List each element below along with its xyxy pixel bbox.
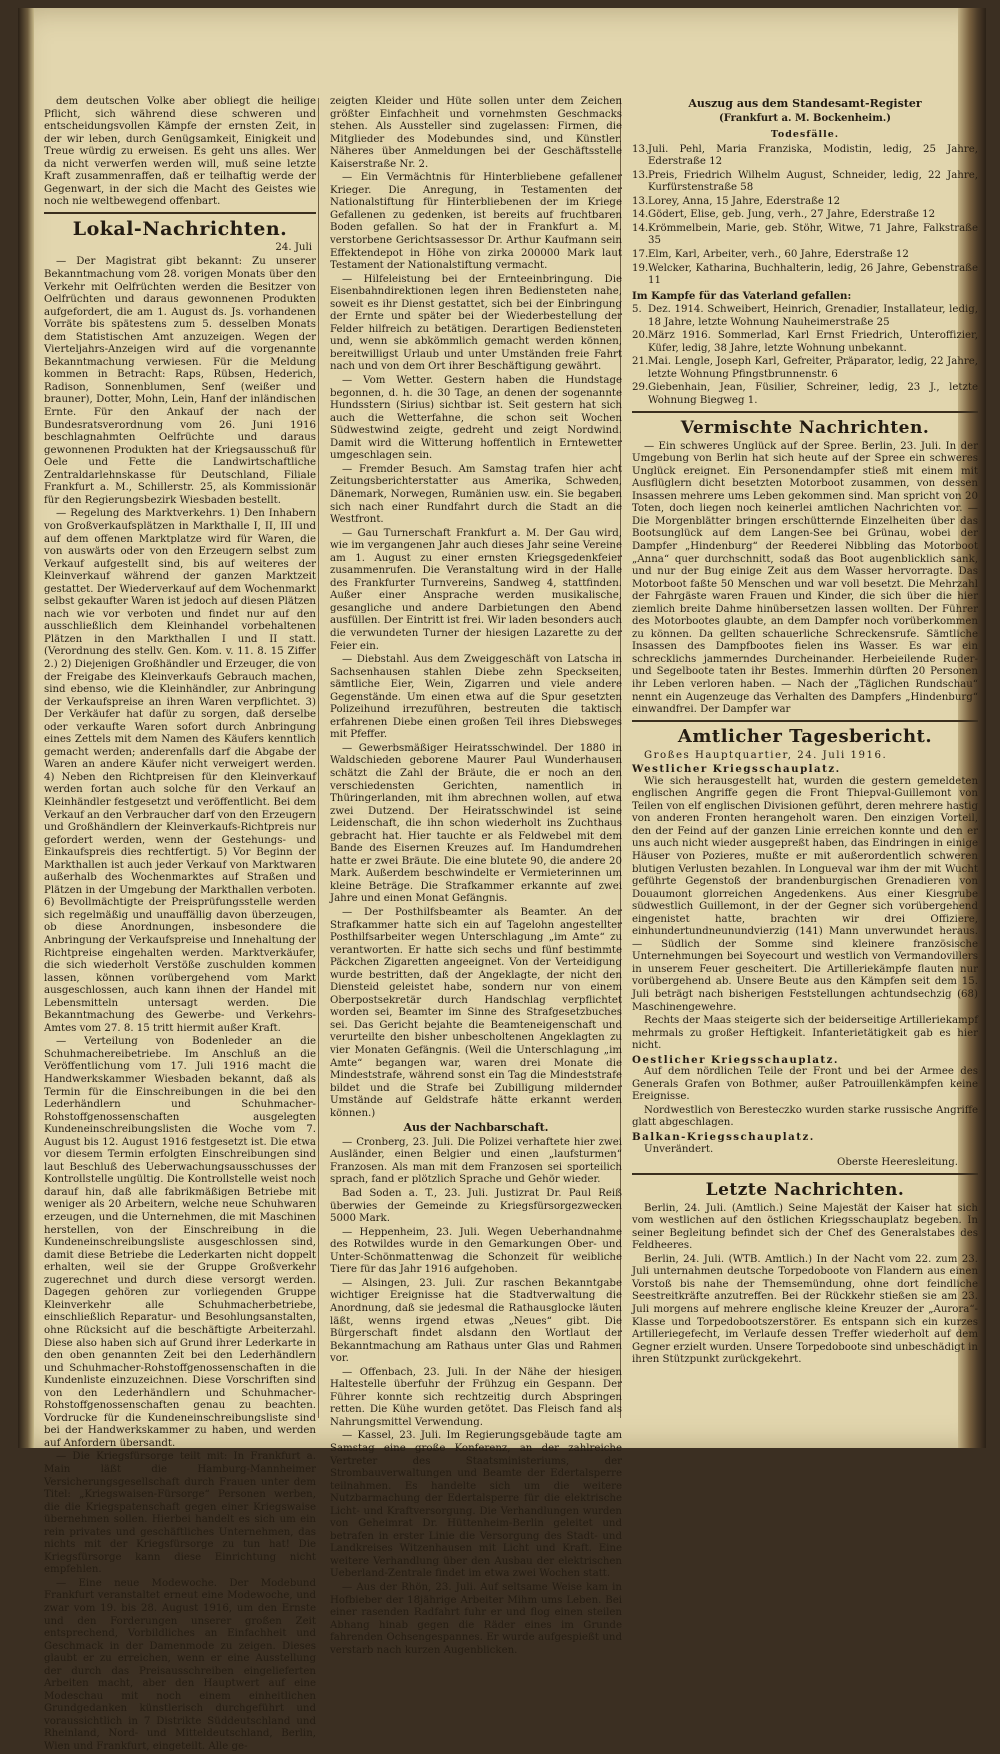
lokal-date: 24. Juli xyxy=(275,241,312,253)
divider xyxy=(632,411,978,413)
article-paragraph: — Alsingen, 23. Juli. Zur raschen Bekanntgabe wichtiger Ereignisse hat die Stadtverwaltung die Anordnung, daß sie jedesmal die Rathausglocke läuten läßt, wenns irgend etwas „Neues“ gibt. Die Bürgerschaft findet alsdann den Wortlaut der Bekanntmachung am Rathaus unter Glas und Rahmen vor. xyxy=(330,1277,622,1365)
westlicher-heading: Westlicher Kriegsschauplatz. xyxy=(632,763,841,776)
article-paragraph: Berlin, 24. Juli. (Amtlich.) Seine Majestät der Kaiser hat sich vom westlichen auf den östlichen Kriegsschauplatz begeben. In seiner Begleitung befindet sich der Chef des Generalstabes des Feldheeres. xyxy=(632,1202,978,1252)
book-binding xyxy=(18,8,34,1448)
article-paragraph: — Verteilung von Bodenleder an die Schuhmachereibetriebe. Im Anschluß an die Veröffentlichung vom 17. Juli 1916 macht die Handwerkskammer Wiesbaden bekannt, daß als Termin für die Einschreibungen in die bei den Lederhändlern und Schuhmacher-Rohstoffgenossenschaften ausgelegten Kundeneinschreibungslisten die Woche vom 7. August bis 12. August 1916 festgesetzt ist. Die etwa vor diesem Termin erfolgten Einschreibungen sind laut Beschluß des Ueberwachungsausschusses der Kontrollstelle ungültig. Die Kontrollstelle weist noch darauf hin, daß alle fabrikmäßigen Betriebe mit weniger als 20 Arbeitern, welche neue Schuhwaren erzeugen, und die Unternehmen, die mit Maschinen herstellen, von der Einschreibung in die Kundeneinschreibungsliste ausgeschlossen sind, damit diese Betriebe die Lederkarten nicht doppelt erhalten, weil sie der Gruppe Großverkehr zugerechnet und durch diese versorgt werden. Dagegen gehören zur vorliegenden Gruppe Kleinverkehr alle Schuhmacherbetriebe, einschließlich Reparatur- und Besohlungsanstalten, ohne Rücksicht auf die beschäftigte Arbeiterzahl. Diese also haben sich auf Grund ihrer Lederkarte in den oben genannten Zeit bei den Lederhändlern und Schuhmacher-Rohstoffgenossenschaften in die Kundenliste einzuzeichnen. Diese Vorschriften sind von den Lederhändlern und Schuhmacher-Rohstoffgenossenschaften genau zu beachten. Vordrucke für die Kundeneinschreibungsliste sind bei der Handwerkskammer zu haben, und werden auf Anfordern übersandt. xyxy=(44,1036,316,1449)
list-item: 13. Preis, Friedrich Wilhelm August, Schneider, ledig, 22 Jahre, Kurfürstenstraße 58 xyxy=(632,169,978,194)
divider xyxy=(632,1173,978,1175)
article-paragraph: — Eine neue Modewoche. Der Modebund Frankfurt veranstaltet erneut eine Modewoche, und zwar vom 19. bis 28. August 1916, um den Ernste und den Forderungen unserer großen Zeit entsprechend, Vorbildliches an Einfachheit und Geschmack in der Damenmode zu zeigen. Dieses glaubt er zu erreichen, wenn er eine Ausstellung der durch das Preisausschreiben eingelieferten Arbeiten macht, aber den Hauptwert auf eine Modeschau mit noch einem einheitlichen Grundgedanken künstlerisch durchgeführt und voraussichtlich in 7 Distrikte Süddeutschland und Rheinland, Nord- und Mitteldeutschland, Berlin, Wien und Frankfurt, eingeteilt. Alle ge- xyxy=(44,1577,316,1752)
list-item: 20. März 1916. Sommerlad, Karl Ernst Friedrich, Unteroffizier, Küfer, ledig, 38 Jahre, letzte Wohnung unbekannt. xyxy=(632,330,978,354)
oestlicher-heading: Oestlicher Kriegsschauplatz. xyxy=(632,1053,839,1066)
article-paragraph: — Der Magistrat gibt bekannt: Zu unserer Bekanntmachung vom 28. vorigen Monats über den Verkehr mit Oelfrüchten werden die Besitzer von Oelfrüchten und daraus gewonnenen Produkten aufgefordert, die am 1. August ds. Js. vorhandenen Vorräte bis spätestens zum 5. desselben Monats dem Statistischen Amt anzuzeigen. Wegen der Vierteljahrs-Anzeigen wird auf die vorgenannte Bekanntmachung verwiesen. Für die Meldung kommen in Betracht: Raps, Rübsen, Hederich, Radison, Sonnenblumen, Senf (weißer und brauner), Dotter, Mohn, Lein, Hanf der inländischen Ernte. Für den Ankauf der nach der Bundesratsverordnung vom 26. Juni 1916 beschlagnahmten Oelfrüchte und daraus gewonnenen Produkten hat der Kriegsausschuß für Oele und Fette die Landwirtschaftliche Zentraldarlehnskasse für Deutschland, Filiale Frankfurt a. M., Schillerstr. 25, als Kommissionär für den Regierungsbezirk Wiesbaden bestellt. xyxy=(44,256,316,506)
list-item: 17. Elm, Karl, Arbeiter, verh., 60 Jahre, Ederstraße 12 xyxy=(632,249,909,261)
article-paragraph: Nordwestlich von Beresteczko wurden starke russische Angriffe glatt abgeschlagen. xyxy=(632,1104,978,1129)
vermischte-heading: Vermischte Nachrichten. xyxy=(680,417,930,438)
article-paragraph: — Aus der Rhön, 23. Juli. Auf seltsame Weise kam in Hofbieber der 18jährige Arbeiter Mihm ums Leben. Bei einer rasenden Radfahrt fuhr er und flog einen steilen Abhang hinab gegen die Räder eines im Grunde fahrenden Ochsengespannes. Er wurde aufgespießt und verstarb nach kurzen Augenblicken. xyxy=(330,1581,622,1656)
article-paragraph: — Gewerbsmäßiger Heiratsschwindel. Der 1880 in Waldschieden geborene Maurer Paul Wunderhausen schätzt die Zahl der Bräute, die er noch an den verschiedensten Gerichten, namentlich in Thüringerlanden, mit ihm abrechnen wollen, auf etwa zwei Dutzend. Der Heiratsschwindel ist seine Leidenschaft, die ihn schon wiederholt ins Zuchthaus gebracht hat. Hier tauchte er als Feldwebel mit dem Bande des Eisernen Kreuzes auf. Im Handumdrehen hatte er zwei Bräute. Die eine blutete 90, die andere 20 Mark. Außerdem beschwindelte er Vermieterinnen um kleine Beträge. Die Strafkammer erkannte auf zwei Jahre und einen Monat Gefängnis. xyxy=(330,742,622,905)
article-paragraph: Rechts der Maas steigerte sich der beiderseitige Artilleriekampf mehrmals zu großer Heftigkeit. Infanterietätigkeit gab es hier nicht. xyxy=(632,1015,978,1052)
article-paragraph: — Ein schweres Unglück auf der Spree. Berlin, 23. Juli. In der Umgebung von Berlin hat sich heute auf der Spree ein schweres Unglück ereignet. Ein Personendampfer stieß mit einem mit Ausflüglern dicht besetzten Motorboot zusammen, von dessen Insassen mehrere ums Leben gekommen sind. Man spricht von 20 Toten, doch liegen noch keinerlei amtlichen Nachrichten vor. — Die Morgenblätter bringen erschütternde Einzelheiten über das Bootsunglück auf dem Langen-See bei Grünau, wobei der Dampfer „Hindenburg“ der Reederei Nibbling das Motorboot „Anna“ quer durchschnitt, sodaß das Boot augenblicklich sank, und nur der Bug einige Zeit aus dem Wasser hervorragte. Das Motorboot faßte 50 Menschen und war voll besetzt. Die Mehrzahl der Fahrgäste waren Frauen und Kinder, die sich über die hier ziemlich breite Dahme hinübersetzen lassen wollten. Der Führer des Motorbootes glaubte, an dem Dampfer noch vorüberkommen zu können. Da gellten schauerliche Schreckensrufe. Sämtliche Insassen des Dampfbootes fielen ins Wasser. Es war ein schrecklichs jammerndes Durcheinander. Herbeieilende Ruder- und Segelboote taten ihr Bestes. Immerhin dürften 20 Personen ihr Leben verloren haben. — Nach der „Täglichen Rundschau“ nennt ein Augenzeuge das Verhalten des Dampfers „Hindenburg“ einwandfrei. Der Dampfer war xyxy=(632,440,978,716)
article-paragraph: — Regelung des Marktverkehrs. 1) Den Inhabern von Großverkaufsplätzen in Markthalle I, II, III und auf dem offenen Marktplatze wird für Waren, die von auswärts oder von den Erzeugern selbst zum Verkauf aufgestellt sind, bis auf weiteres der Kleinverkauf während der ganzen Marktzeit gestattet. Der Wiederverkauf auf dem Wochenmarkt selbst gekaufter Waren ist jedoch auf diesen Plätzen nach wie vor verboten und findet nur auf den ausschließlich dem Kleinhandel vorbehaltenen Plätzen in den Markthallen I und II statt. (Verordnung des stellv. Gen. Kom. v. 11. 8. 15 Ziffer 2.) 2) Diejenigen Großhändler und Erzeuger, die von der Freigabe des Kleinverkaufs Gebrauch machen, sind ebenso, wie die Kleinhändler, zur Anbringung der Verkaufspreise an ihren Waren verpflichtet. 3) Der Verkäufer hat dafür zu sorgen, daß derselbe oder verkaufte Waren sofort durch Anbringung eines Zettels mit dem Namen des Käufers kenntlich gemacht werden; anderenfalls darf die Abgabe der Waren an andere Käufer nicht verweigert werden. 4) Neben den Richtpreisen für den Kleinverkauf werden fortan auch solche für den Verkauf an Kleinhändler festgesetzt und veröffentlicht. Bei dem Verkauf an den Verbraucher darf von den Erzeugern und Großhändlern der Kleinverkaufs-Richtpreis nur gefordert werden, wenn der Gestehungs- und Einkaufspreis dies rechtfertigt. 5) Vor Beginn der Markthallen ist auch jeder Verkauf von Marktwaren außerhalb des Wochenmarktes auf Straßen und Plätzen in der Umgebung der Markthallen verboten. 6) Bevollmächtigte der Preisprüfungsstelle werden sich regelmäßig und unauffällig davon überzeugen, ob diese Anordnungen, insbesondere die Anbringung der Verkaufspreise und Innehaltung der Richtpreise eingehalten werden. Marktverkäufer, die sich wiederholt Verstöße zuschulden kommen lassen, können vorübergehend vom Markt ausgeschlossen, auch kann ihnen der Handel mit Lebensmitteln untersagt werden. Die Bekanntmachung des Gewerbe- und Verkehrs-Amtes vom 27. 8. 15 tritt hiermit außer Kraft. xyxy=(44,508,316,1034)
article-paragraph: — Die Kriegsfürsorge teilt mit: In Frankfurt a. Main läßt die Hamburg-Mannheimer Versicherungsgesellschaft durch Frauen unter dem Titel: „Kriegswaisen-Fürsorge“ Personen werben, die die Kriegspatenschaft gegen einer Kriegswaise übernehmen sollen. Hierbei handelt es sich um ein rein privates und geschäftliches Unternehmen, das nichts mit der Kriegsfürsorge zu tun hat! Die Kriegsfürsorge kann diese Einrichtung nicht empfehlen. xyxy=(44,1451,316,1576)
list-item: 21. Mai. Lengle, Joseph Karl, Gefreiter, Präparator, ledig, 22 Jahre, letzte Wohnung Pfingstbrunnenstr. 6 xyxy=(632,356,978,380)
list-item: 14. Gödert, Elise, geb. Jung, verh., 27 Jahre, Ederstraße 12 xyxy=(632,209,936,221)
column-rule xyxy=(318,98,319,1418)
article-paragraph: — Vom Wetter. Gestern haben die Hundstage begonnen, d. h. die 30 Tage, an denen der sogenannte Hundsstern (Sirius) sichtbar ist. Seit gestern hat sich auch die Wetterfahne, die schon seit Wochen Südwestwind zeigte, gedreht und zeigt Nordwind. Damit wird die Witterung hoffentlich in Erntewetter umgeschlagen sein. xyxy=(330,375,622,462)
article-paragraph: — Offenbach, 23. Juli. In der Nähe der hiesigen Haltestelle überfuhr der Frühzug ein Gespann. Der Führer konnte sich rechtzeitig durch Abspringen retten. Die Kühe wurden getötet. Das Fleisch fand als Nahrungsmittel Verwendung. xyxy=(330,1366,622,1428)
gefallen-heading: Im Kampfe für das Vaterland gefallen: xyxy=(632,289,852,302)
article-paragraph: — Heppenheim, 23. Juli. Wegen Ueberhandnahme des Rotwildes wurde in den Gemarkungen Ober- und Unter-Schönmattenwag die Schonzeit für weibliche Tiere für das Jahr 1916 aufgehoben. xyxy=(330,1226,622,1276)
column-1 xyxy=(44,96,316,1752)
nachbarschaft-heading: Aus der Nachbarschaft. xyxy=(403,1121,549,1135)
list-item: 5. Dez. 1914. Schweibert, Heinrich, Grenadier, Installateur, ledig, 18 Jahre, letzte Wohnung Nauheimerstraße 25 xyxy=(632,304,978,328)
column-2 xyxy=(330,96,622,1656)
standesamt-subheading: (Frankfurt a. M. Bockenheim.) xyxy=(718,112,892,124)
dateline: Großes Hauptquartier, 24. Juli 1916. xyxy=(644,749,888,761)
todesfaelle-list xyxy=(632,144,978,288)
newspaper-page xyxy=(18,8,986,1752)
article-paragraph: — Kassel, 23. Juli. Im Regierungsgebäude tagte am Samstag eine große Konferenz, an der zahlreiche Vertreter des Staatsministeriums, der Strombauverwaltungen und Beamte der Edertalsperre teilnahmen. Es handelte sich um die weitere Nutzbarmachung der Edertalsperre für die elektrische Licht- und Kraftversorgung. Die Verhandlungen wurden von Geheimrat Dr. Hüttenheim-Berlin geleitet und betrafen in erster Linie die Versorgung des Stadt- und Landkreises Witzenhausen mit Licht und Kraft. Eine weitere Verhandlung über den Ausbau der elektrischen Ueberland-Zentrale findet im etwa zwei Wochen statt. xyxy=(330,1430,622,1580)
list-item: 19. Welcker, Katharina, Buchhalterin, ledig, 26 Jahre, Gebenstraße 11 xyxy=(632,262,978,287)
article-paragraph: Berlin, 24. Juli. (WTB. Amtlich.) In der Nacht vom 22. zum 23. Juli unternahmen deutsche Torpedoboote von Flandern aus einen Vorstoß bis nahe der Themsemündung, ohne dort feindliche Seestreitkräfte anzutreffen. Bei der Rückkehr stießen sie am 23. Juli morgens auf mehrere englische kleine Kreuzer der „Aurora“-Klasse und Torpedobootszerstörer. Es entspann sich ein kurzes Artilleriegefecht, im Verlaufe dessen Treffer wiederholt auf dem Gegner erzielt wurden. Unsere Torpedoboote sind unbeschädigt in ihren Stützpunkt zurückgekehrt. xyxy=(632,1253,978,1366)
column-3 xyxy=(632,96,978,1396)
balkan-heading: Balkan-Kriegsschauplatz. xyxy=(632,1131,815,1144)
article-paragraph: — Der Posthilfsbeamter als Beamter. An der Strafkammer hatte sich ein auf Tagelohn angestellter Posthilfsarbeiter wegen Unterschlagung „im Amte“ zu verantworten. Er hatte sich sechs und fünf bestimmte Päckchen Zigaretten angeeignet. Von der Verteidigung wurde bestritten, daß der Angeklagte, der nicht den Diensteid geleistet habe, sondern nur von einem Oberpostsekretär durch Handschlag verpflichtet worden sei, Beamter im Sinne des Strafgesetzbuches sei. Das Gericht bejahte die Beamteneigenschaft und verurteilte den bisher unbescholtenen Angeklagten zu vier Monaten Gefängnis. (Weil die Unterschlagung „im Amte“ begangen war, waren drei Monate die Mindeststrafe, während sonst ein Tag die Mindeststrafe bildet und die Strafe bei Zubilligung mildernder Umstände auf Geldstrafe hätte erkannt werden können.) xyxy=(330,907,622,1119)
article-paragraph: — Ein Vermächtnis für Hinterbliebene gefallener Krieger. Die Anregung, in Testamenten der Nationalstiftung für Hinterbliebenen der im Kriege Gefallenen zu gedenken, ist bereits auf fruchtbaren Boden gefallen. So hat der in Frankfurt a. M. verstorbene Gerichtsassessor Dr. Arthur Kaufmann sein Effektendepot in Höhe von zirka 200000 Mark laut Testament der Nationalstiftung vermacht. xyxy=(330,172,622,272)
signature: Oberste Heeresleitung. xyxy=(837,1157,958,1169)
list-item: 13. Lorey, Anna, 15 Jahre, Ederstraße 12 xyxy=(632,195,841,207)
article-paragraph: — Cronberg, 23. Juli. Die Polizei verhaftete hier zwei Ausländer, einen Belgier und einen „laufsturmen“ Franzosen. Als man mit dem Franzosen sei sporteilich sprach, fand er plötzlich Sprache und Gehör wieder. xyxy=(330,1136,622,1186)
article-paragraph: Auf dem nördlichen Teile der Front und bei der Armee des Generals Grafen von Bothmer, außer Patrouillenkämpfen keine Ereignisse. xyxy=(632,1066,978,1103)
list-item: 13. Juli. Pehl, Maria Franziska, Modistin, ledig, 25 Jahre, Ederstraße 12 xyxy=(632,143,978,168)
article-paragraph: — Fremder Besuch. Am Samstag trafen hier acht Zeitungsberichterstatter aus Amerika, Schweden, Dänemark, Norwegen, Rumänien usw. ein. Sie begaben sich nach einer Rundfahrt durch die Stadt an die Westfront. xyxy=(330,463,622,526)
standesamt-heading: Auszug aus dem Standesamt-Register xyxy=(688,97,922,110)
intro-paragraph: dem deutschen Volke aber obliegt die heilige Pflicht, sich während diese schweren und entscheidungsvollen Kämpfe der ernsten Zeit, in der wir leben, durch Genügsamkeit, Einigkeit und Treue würdig zu erweisen. Es geht uns alles. Wer da nicht verwerfen werden will, muß seine letzte Kraft zusammenraffen, daß er teilhaftig werde der Gegenwart, in der sich die Macht des Geistes wie noch nie weltbewegend offenbart. xyxy=(44,96,316,208)
article-paragraph: Unverändert. xyxy=(644,1143,714,1155)
divider xyxy=(44,212,316,214)
article-paragraph: zeigten Kleider und Hüte sollen unter dem Zeichen größter Einfachheit und vornehmsten Geschmacks stehen. Als Aussteller sind zugelassen: Firmen, die Mitglieder des Modebundes sind, und Künstler. Näheres über Anmeldungen bei der Geschäftsstelle Kaiserstraße Nr. 2. xyxy=(330,96,622,170)
lokal-heading: Lokal-Nachrichten. xyxy=(72,217,288,240)
divider xyxy=(632,720,978,722)
article-paragraph: Bad Soden a. T., 23. Juli. Justizrat Dr. Paul Reiß überwies der Gemeinde zu Kriegsfürsorgezwecken 5000 Mark. xyxy=(330,1188,622,1225)
article-paragraph: — Diebstahl. Aus dem Zweiggeschäft von Latscha in Sachsenhausen stahlen Diebe zehn Speckseiten, sämtliche Eier, Wein, Zigarren und viele andere Gegenstände. Um einen etwa auf die Spur gesetzten Polizeihund irrezuführen, bestreuten die taktisch erfahrenen Diebe einen großen Teil ihres Diebsweges mit Pfeffer. xyxy=(330,654,622,741)
article-paragraph: Wie sich herausgestellt hat, wurden die gestern gemeldeten englischen Angriffe gegen die Front Thiepval-Guillemont von Teilen von elf englischen Divisionen geführt, deren mehrere hastig von anderen Fronten herangeholt waren. Den einzigen Vorteil, den der Feind auf der ganzen Linie erreichen konnte und den er uns auch nicht wieder ausgepreßt haben, das Eindringen in einige Häuser von Pozieres, mußte er mit außerordentlich schweren blutigen Verlusten bezahlen. In Longueval war ihm der mit Wucht geführte Gegenstoß der brandenburgischen Grenadieren von Douaumont glorreichen Angedenkens. Aus einer Kiesgrube südwestlich Guillemont, in der der Gegner sich vorübergehend eingenistet hatte, brachten wir drei Offiziere, einhundertundneunundvierzig (141) Mann unverwundet heraus. — Südlich der Somme sind kleinere französische Unternehmungen bei Soyecourt und westlich von Vermandovillers in unserem Feuer gescheitert. Die Artilleriekämpfe flauten nur vorübergehend ab. Unsere Beute aus den Kämpfen seit dem 15. Juli beträgt nach bisherigen Feststellungen achtundsechzig (68) Maschinengewehre. xyxy=(632,775,978,1013)
amtlicher-heading: Amtlicher Tagesbericht. xyxy=(677,725,933,747)
letzte-heading: Letzte Nachrichten. xyxy=(705,1179,905,1200)
article-paragraph: — Gau Turnerschaft Frankfurt a. M. Der Gau wird, wie im vergangenen Jahr auch dieses Jahr seine Vereine am 1. August zu einer ernsten Kriegsgedenkfeier zusammenrufen. Die Veranstaltung wird in der Halle des Frankfurter Turnvereins, Sandweg 4, stattfinden. Außer einer Ansprache werden musikalische, gesangliche und andere Darbietungen den Abend ausfüllen. Der Eintritt ist frei. Wir laden besonders auch die verwundeten Turner der hiesigen Lazarette zu der Feier ein. xyxy=(330,527,622,652)
article-paragraph: — Hilfeleistung bei der Ernteeinbringung. Die Eisenbahndirektionen legen ihren Bediensteten nahe, soweit es ihr Dienst gestattet, sich bei der Einbringung der Ernte und später bei der Wiederbestellung der Felder hilfreich zu betätigen. Derartigen Bediensteten und, wenn sie abkömmlich gemacht werden können, bereitwilligst Urlaub und unter Umständen freie Fahrt nach und von dem Ort ihrer Beschäftigung gewährt. xyxy=(330,273,622,373)
gefallen-list xyxy=(632,304,978,407)
todesfaelle-heading: Todesfälle. xyxy=(770,129,840,141)
list-item: 29. Giebenhain, Jean, Füsilier, Schreiner, ledig, 23 J., letzte Wohnung Biegweg 1. xyxy=(632,382,978,407)
list-item: 14. Krömmelbein, Marie, geb. Stöhr, Witwe, 71 Jahre, Falkstraße 35 xyxy=(632,222,978,247)
